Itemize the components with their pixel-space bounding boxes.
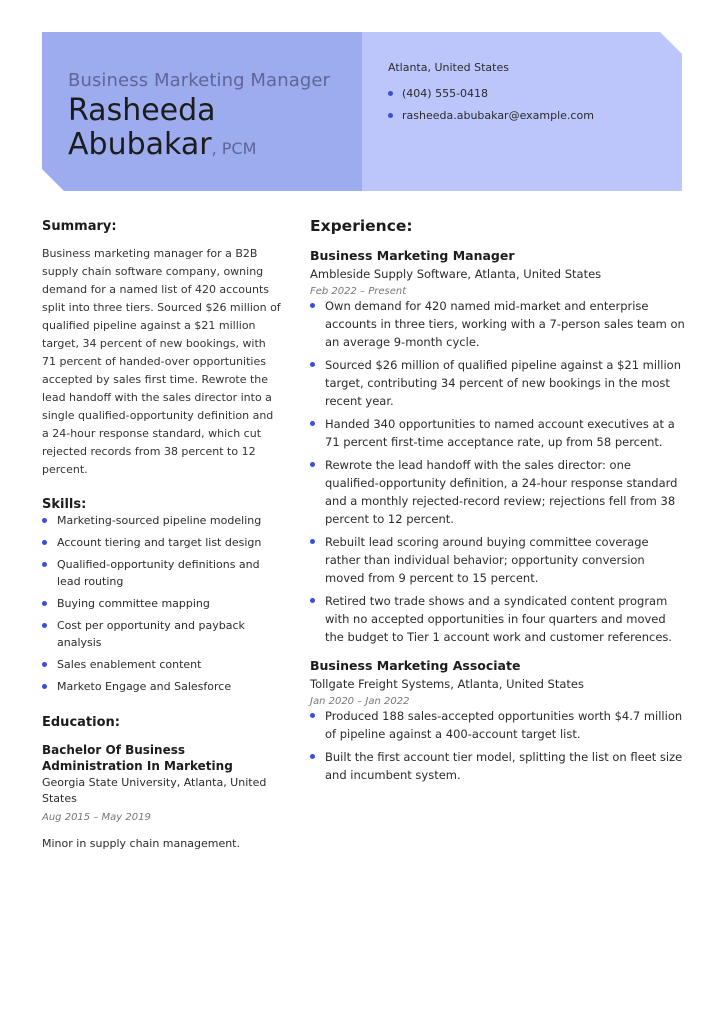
bullet-icon (310, 713, 315, 718)
bullet-icon (310, 598, 315, 603)
skills-heading: Skills: (42, 497, 87, 512)
bullet-icon (42, 623, 47, 628)
list-item: Handed 340 opportunities to named account executives at a 71 percent first-time acceptance rate, up from 58 percent. (310, 415, 686, 451)
bullet-icon (310, 539, 315, 544)
school: Georgia State University, Atlanta, United States (42, 776, 267, 805)
experience-heading: Experience: (310, 217, 413, 235)
bullet-icon (310, 421, 315, 426)
list-item: Rewrote the lead handoff with the sales director: one qualified-opportunity definition, a 24-hour response standard and a monthly rejected-record review; rejections fell from 38 percent to 12 percent. (310, 456, 686, 528)
first-name: Rasheeda (68, 93, 216, 128)
education-heading: Education: (42, 715, 120, 730)
bullet-icon (42, 540, 47, 545)
list-item: Rebuilt lead scoring around buying committee coverage rather than individual behavior; opportunity conversion moved from 9 percent to 15 percent. (310, 533, 686, 587)
skills-list (42, 512, 282, 695)
degree: Bachelor Of Business Administration In Marketing (42, 743, 233, 773)
candidate-name (68, 94, 256, 166)
list-item: Sourced $26 million of qualified pipeline against a $21 million target, contributing 34 percent of new bookings in the most recent year. (310, 356, 686, 410)
job-company: Ambleside Supply Software, Atlanta, United States (310, 267, 602, 281)
right-column (310, 217, 686, 789)
last-name: Abubakar (68, 127, 212, 162)
phone: (404) 555-0418 (402, 87, 489, 100)
list-item: Sales enablement content (42, 656, 282, 673)
list-item: Cost per opportunity and payback analysis (42, 617, 282, 651)
bullet-icon (42, 662, 47, 667)
location: Atlanta, United States (388, 61, 509, 74)
bullet-icon (388, 91, 393, 96)
list-item: Marketing-sourced pipeline modeling (42, 512, 282, 529)
list-item: Marketo Engage and Salesforce (42, 678, 282, 695)
bullet-icon (310, 754, 315, 759)
bullet-icon (388, 113, 393, 118)
job-title: Business Marketing Manager (68, 70, 331, 91)
bullet-icon (42, 518, 47, 523)
job-bullets (310, 707, 686, 784)
list-item: Retired two trade shows and a syndicated content program with no accepted opportunities in four quarters and moved the budget to Tier 1 account work and customer references. (310, 592, 686, 646)
list-item: Buying committee mapping (42, 595, 282, 612)
phone-item (388, 87, 594, 100)
list-item: Own demand for 420 named mid-market and enterprise accounts in three tiers, working with a 7-person sales team on an average 9-month cycle. (310, 297, 686, 351)
bullet-icon (42, 601, 47, 606)
bullet-icon (42, 684, 47, 689)
summary-text: Business marketing manager for a B2B supply chain software company, owning demand for a named list of 420 accounts split into three tiers. Sourced $26 million of qualified pipeline against a $21 million target, 34 percent of new bookings, with 71 percent of handed-over opportunities accepted by sales first time. Rewrote the lead handoff with the sales director into a single qualified-opportunity definition and a 24-hour response standard, which cut rejected records from 38 percent to 12 percent. (42, 247, 281, 476)
bullet-icon (310, 462, 315, 467)
bullet-icon (42, 562, 47, 567)
education-dates: Aug 2015 – May 2019 (42, 812, 151, 823)
job-dates: Feb 2022 – Present (310, 286, 407, 297)
email-item (388, 109, 594, 122)
job-role: Business Marketing Manager (310, 248, 515, 263)
job-role: Business Marketing Associate (310, 658, 521, 673)
bullet-icon (310, 362, 315, 367)
credential: , PCM (211, 139, 257, 158)
list-item: Produced 188 sales-accepted opportunities worth $4.7 million of pipeline against a 400-account target list. (310, 707, 686, 743)
education-note: Minor in supply chain management. (42, 837, 240, 850)
job-dates: Jan 2020 – Jan 2022 (310, 696, 410, 707)
contact-info (388, 61, 594, 131)
bullet-icon (310, 303, 315, 308)
job-bullets (310, 297, 686, 646)
list-item: Built the first account tier model, splitting the list on fleet size and incumbent system. (310, 748, 686, 784)
job-company: Tollgate Freight Systems, Atlanta, United States (310, 677, 584, 691)
list-item: Account tiering and target list design (42, 534, 282, 551)
summary-heading: Summary: (42, 219, 117, 234)
list-item: Qualified-opportunity definitions and lead routing (42, 556, 282, 590)
email: rasheeda.abubakar@example.com (402, 109, 594, 122)
left-column (42, 219, 282, 850)
